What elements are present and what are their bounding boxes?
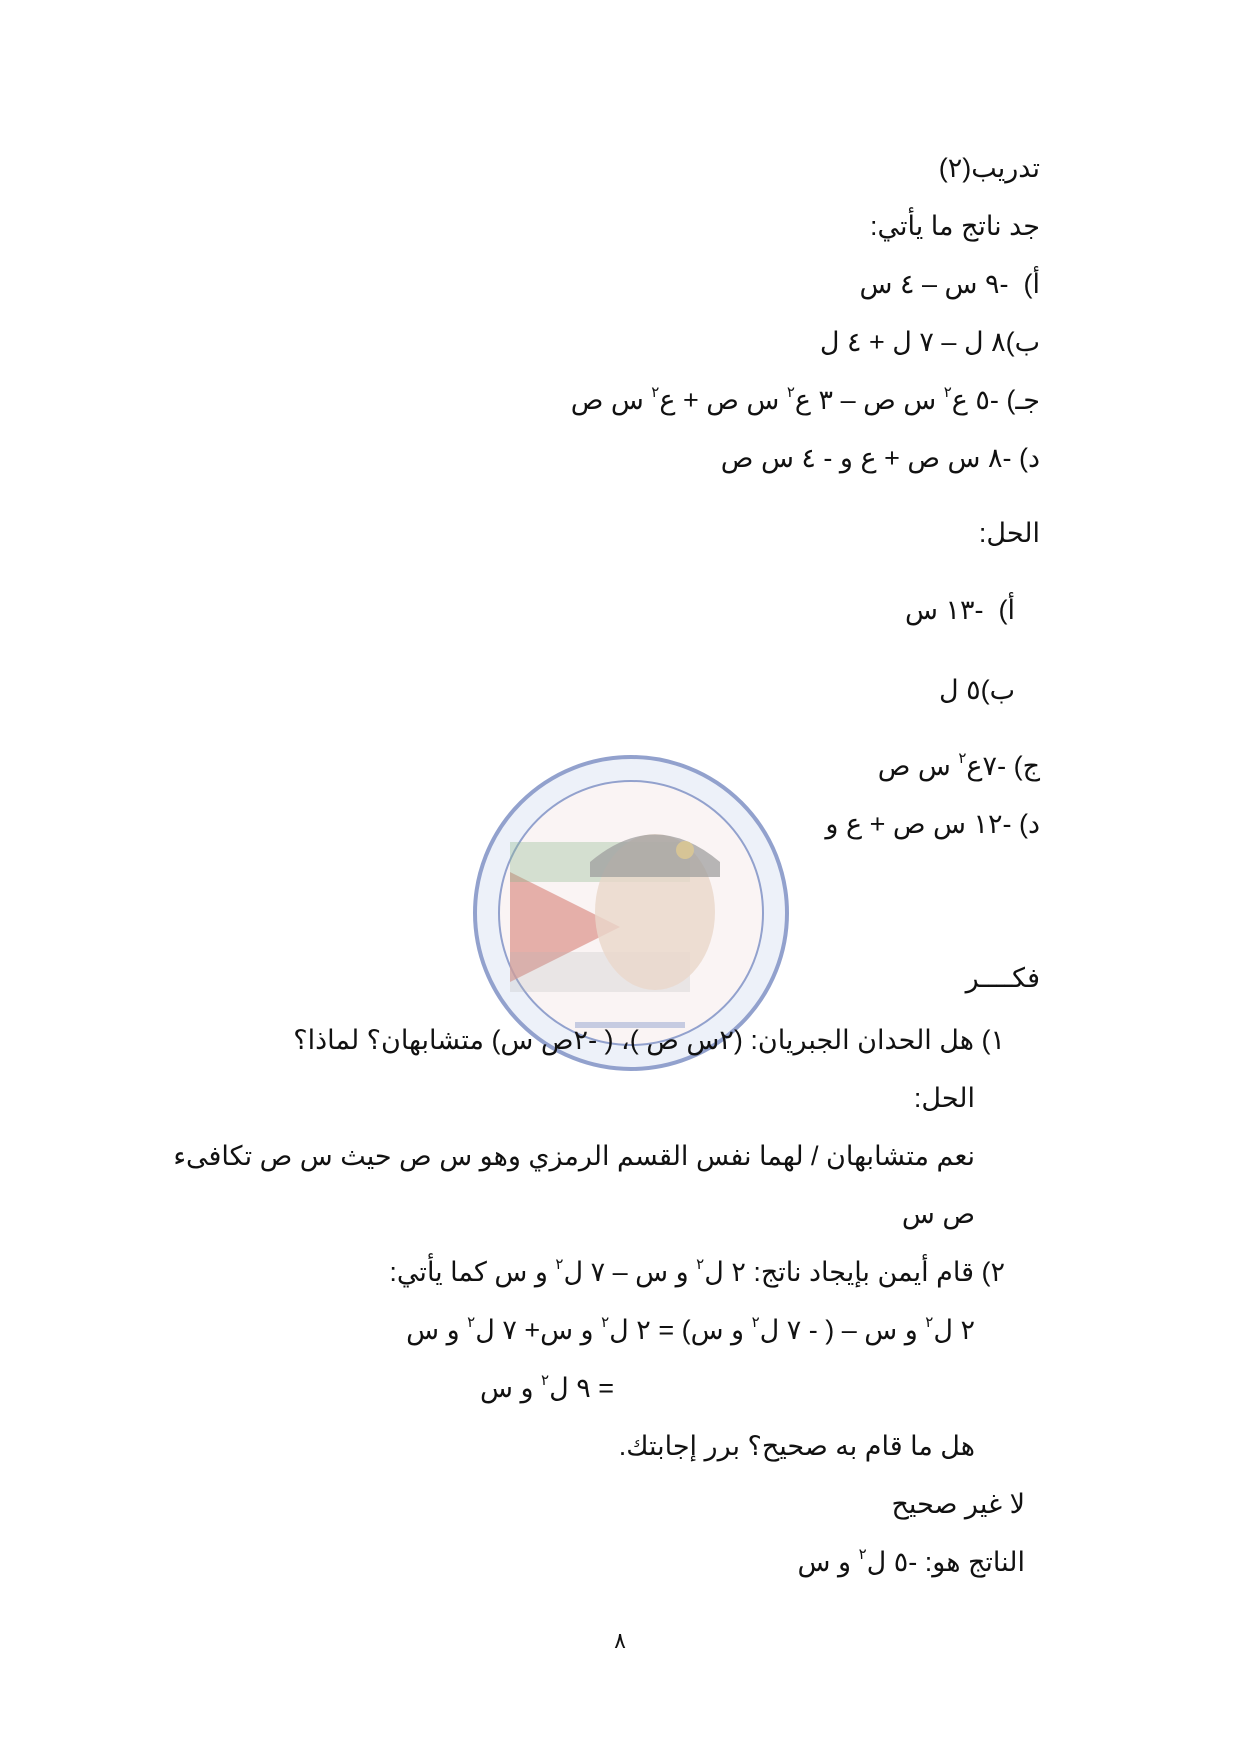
question-1: ١) هل الحدان الجبريان: (٢س ص )، ( -٢ص س) متشابهان؟ لماذا؟ xyxy=(293,1025,1005,1055)
exponent: ٢ xyxy=(858,1546,867,1563)
text-part: ٢ ل xyxy=(933,1315,975,1345)
text-part: ٢) قام أيمن بإيجاد ناتج: ٢ ل xyxy=(704,1257,1005,1287)
exponent: ٢ xyxy=(751,1314,760,1331)
exercise-instruction: جد ناتج ما يأتي: xyxy=(869,211,1040,241)
page-number: ٨ xyxy=(614,1628,626,1653)
answer-label: د) xyxy=(1018,809,1040,839)
answer-a xyxy=(905,592,1015,628)
text-part: و س – ٧ ل xyxy=(563,1257,697,1287)
question-1-answer-line-1: نعم متشابهان / لهما نفس القسم الرمزي وهو س ص حيث س ص تكافىء xyxy=(173,1141,975,1171)
expr-part: -٧ع xyxy=(966,751,1007,781)
answer-label: ج) xyxy=(1013,751,1040,781)
question-2-answer-1: لا غير صحيح xyxy=(891,1489,1025,1519)
exponent: ٢ xyxy=(696,1256,705,1273)
answer-expression: -١٣ س xyxy=(905,595,984,625)
question-2-answer-2 xyxy=(798,1544,1025,1580)
answer-expression: -١٢ س ص + ع و xyxy=(825,809,1012,839)
exponent: ٢ xyxy=(601,1314,610,1331)
answer-expression: ٥ ل xyxy=(938,675,981,705)
item-label: د) xyxy=(1018,443,1040,473)
expr-part: س ص xyxy=(570,385,652,415)
text-part: و س xyxy=(797,1547,859,1577)
question-2-work-line-2 xyxy=(480,1370,614,1406)
question-2-work-line-1 xyxy=(406,1312,975,1348)
exercise-item-a xyxy=(860,266,1041,302)
exercise-item-c xyxy=(571,382,1040,418)
exponent: ٢ xyxy=(651,384,660,401)
solution-heading: الحل: xyxy=(978,518,1040,548)
expr-part: س ص xyxy=(877,751,959,781)
exponent: ٢ xyxy=(555,1256,564,1273)
exponent: ٢ xyxy=(925,1314,934,1331)
item-expression: -٨ س ص + ع و - ٤ س ص xyxy=(720,443,1012,473)
exercise-title: تدريب(٢) xyxy=(938,153,1040,183)
answer-c xyxy=(878,748,1040,784)
item-label: ب) xyxy=(1005,327,1040,357)
item-expression: -٩ س – ٤ س xyxy=(859,269,1009,299)
item-label: جـ) xyxy=(1006,385,1040,415)
question-2 xyxy=(389,1254,1005,1290)
exercise-item-d xyxy=(721,440,1040,476)
expr-part: س ص + ع xyxy=(659,385,787,415)
answer-d xyxy=(825,806,1040,842)
question-1-answer-heading: الحل: xyxy=(913,1083,975,1113)
text-part: و س – ( - ٧ ل xyxy=(759,1315,926,1345)
question-1-answer-line-2: ص س xyxy=(901,1199,975,1229)
text-part: و س كما يأتي: xyxy=(389,1257,556,1287)
text-part: = ٩ ل xyxy=(549,1373,614,1403)
exponent: ٢ xyxy=(943,384,952,401)
exponent: ٢ xyxy=(467,1314,476,1331)
expr-part: -٥ ع xyxy=(951,385,999,415)
exponent: ٢ xyxy=(786,384,795,401)
answer-label: ب) xyxy=(980,675,1015,705)
text-part: و س xyxy=(480,1373,542,1403)
exponent: ٢ xyxy=(958,750,967,767)
think-heading: فكــــر xyxy=(965,963,1040,993)
text-part: الناتج هو: -٥ ل xyxy=(866,1547,1025,1577)
text-part: و س xyxy=(406,1315,468,1345)
text-part: و س) = ٢ ل xyxy=(609,1315,752,1345)
answer-b xyxy=(939,672,1015,708)
answer-label: أ) xyxy=(998,595,1015,625)
text-part: و س+ ٧ ل xyxy=(475,1315,602,1345)
question-2-prompt: هل ما قام به صحيح؟ برر إجابتك. xyxy=(618,1431,975,1461)
exercise-item-b xyxy=(820,324,1040,360)
item-expression: ٨ ل – ٧ ل + ٤ ل xyxy=(819,327,1006,357)
item-label: أ) xyxy=(1023,269,1040,299)
exponent: ٢ xyxy=(541,1372,550,1389)
expr-part: س ص – ٣ ع xyxy=(794,385,944,415)
